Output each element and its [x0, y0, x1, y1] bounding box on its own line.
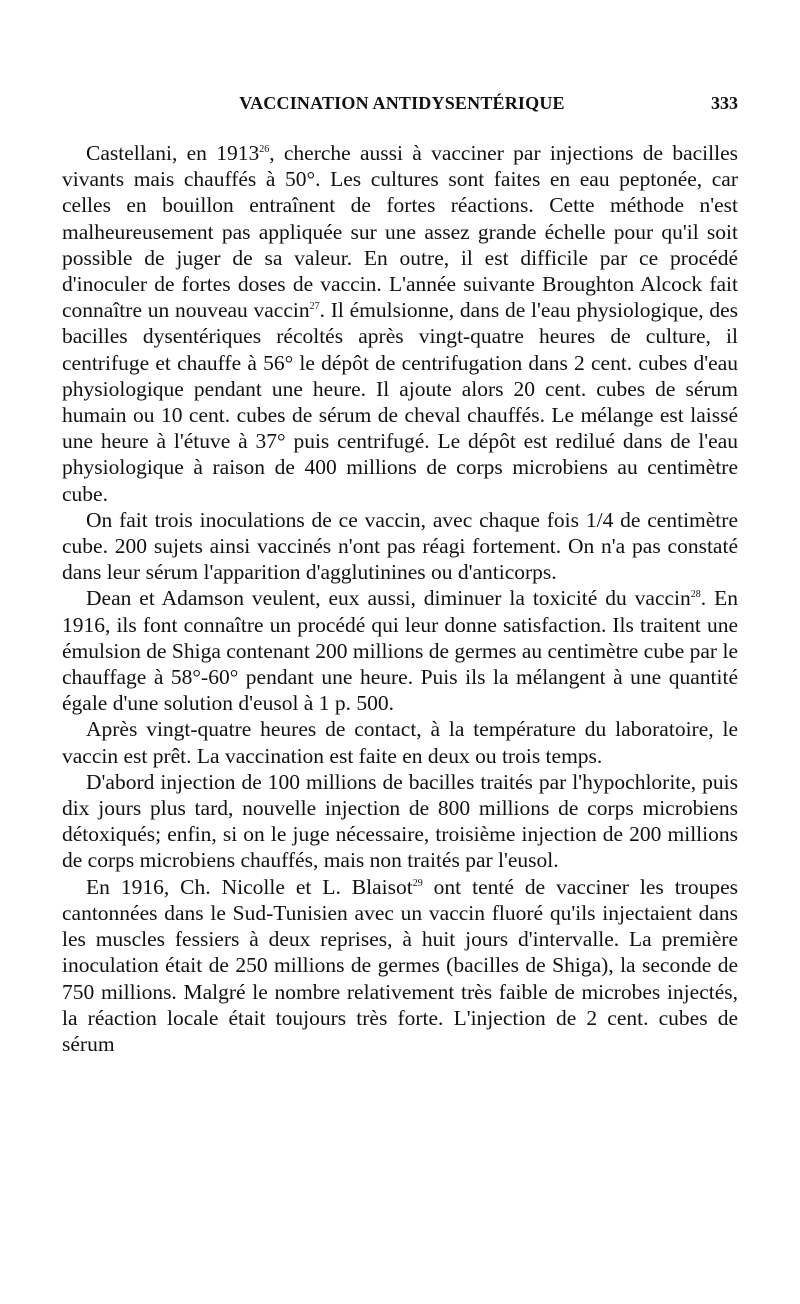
text-segment: Après vingt-quatre heures de contact, à la température du laboratoire, le vaccin est prêt. La vaccination est faite en deux ou trois temps.	[62, 717, 738, 768]
running-head: VACCINATION ANTIDYSENTÉRIQUE	[239, 93, 565, 113]
text-segment: . Il émulsionne, dans de l'eau physiologique, des bacilles dysentériques récoltés après vingt-quatre heures de culture, il centrifuge et chauffe à 56° le dépôt de centrifugation dans 2 cent. cubes d'eau physiologique pendant une heure. Il ajoute alors 20 cent. cubes de sérum humain ou 10 cent. cubes de sérum de cheval chauffés. Le mélange est laissé une heure à l'étuve à 37° puis centrifugé. Le dépôt est redilué dans de l'eau physiologique à raison de 400 millions de corps microbiens au centimètre cube.	[62, 298, 738, 506]
footnote-ref-29: 29	[412, 877, 423, 889]
page-header	[62, 91, 742, 117]
paragraph-inoculations	[62, 507, 738, 586]
footnote-ref-26: 26	[259, 144, 270, 155]
page-number: 333	[711, 93, 738, 113]
footnote-ref-27: 27	[309, 301, 320, 313]
text-segment: En 1916, Ch. Nicolle et L. Blaisot	[86, 874, 413, 899]
text-segment: , cherche aussi à vacciner par injections de bacilles vivants mais chauffés à 50°. Les cultures sont faites en eau peptonée, car celles en bouillon entraînent de fortes réactions. Cette méthode n'est malheureusement pas appliquée sur une assez grande échelle pour qu'il soit possible de juger de sa valeur. En outre, il est difficile par ce procédé d'inoculer de fortes doses de vaccin. L'année suivante Broughton Alcock fait connaître un nouveau vaccin	[62, 141, 738, 323]
text-segment: . En 1916, ils font connaître un procédé qui leur donne satisfaction. Ils traitent une émulsion de Shiga contenant 200 millions de germes au centimètre cube par le chauffage à 58°-60° pendant une heure. Puis ils la mélangent à une quantité égale d'une solution d'eusol à 1 p. 500.	[62, 586, 738, 716]
body-text	[62, 140, 738, 1057]
text-segment: D'abord injection de 100 millions de bacilles traités par l'hypochlorite, puis dix jours plus tard, nouvelle injection de 800 millions de corps microbiens détoxiqués; enfin, si on le juge nécessaire, troisième injection de 200 millions de corps microbiens chauffés, mais non traités par l'eusol.	[62, 769, 738, 873]
text-segment: Dean et Adamson veulent, eux aussi, diminuer la toxicité du vaccin	[86, 586, 691, 611]
text-segment: Castellani, en 1913	[86, 141, 260, 165]
paragraph-contact	[62, 716, 738, 768]
paragraph-nicolle-blaisot	[62, 874, 738, 1057]
paragraph-injections	[62, 769, 738, 874]
text-segment: ont tenté de vacciner les troupes cantonnées dans le Sud-Tunisien avec un vaccin fluoré qu'ils injectaient dans les muscles fessiers à deux reprises, à huit jours d'intervalle. La première inoculation était de 250 millions de germes (bacilles de Shiga), la seconde de 750 millions. Malgré le nombre relativement très faible de microbes injectés, la réaction locale était toujours très forte. L'injection de 2 cent. cubes de sérum	[62, 874, 739, 1056]
footnote-ref-28: 28	[690, 589, 701, 601]
paragraph-dean-adamson	[62, 585, 738, 716]
paragraph-castellani	[62, 140, 738, 507]
text-segment: On fait trois inoculations de ce vaccin, avec chaque fois 1/4 de centimètre cube. 200 sujets ainsi vaccinés n'ont pas réagi fortement. On n'a pas constaté dans leur sérum l'apparition d'agglutinines ou d'anticorps.	[62, 507, 738, 585]
